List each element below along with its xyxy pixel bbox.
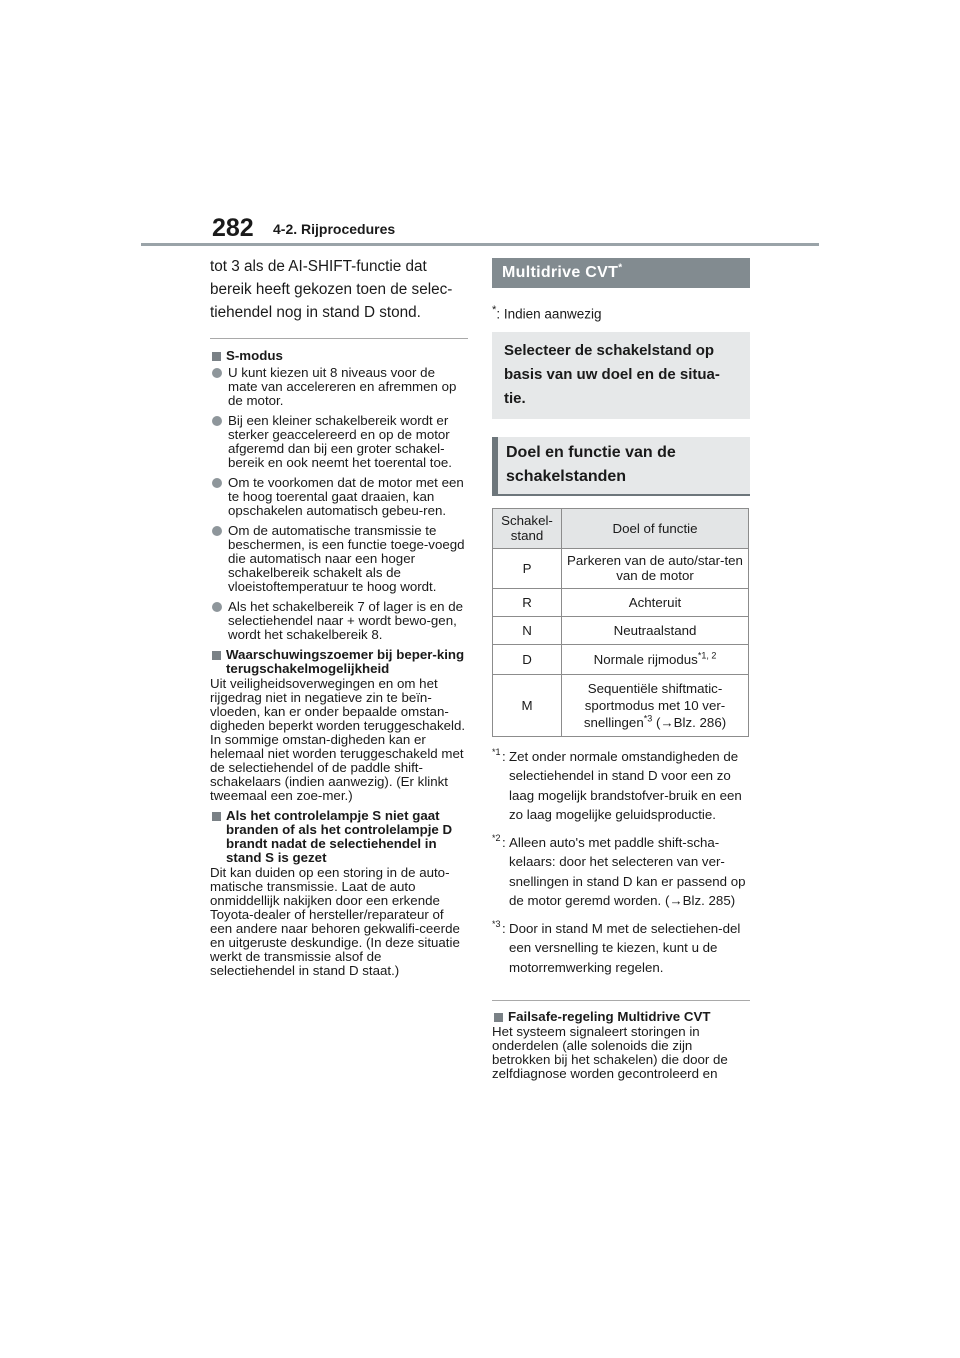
s-mode-title: S-modus	[226, 348, 283, 363]
footnote-text: Door in stand M met de selectiehen-del een versnelling te kiezen, kunt u de motorremwerking regelen.	[509, 920, 741, 975]
left-column	[210, 252, 468, 984]
footnote-text: Zet onder normale omstandigheden de selectiehendel in stand D voor een zo laag mogelijk brandstofver-bruik en een zo laag mogelijke geluidsproductie.	[509, 748, 742, 822]
s-mode-heading	[210, 349, 468, 363]
table-row	[493, 588, 749, 616]
table-cell-position: D	[493, 644, 562, 674]
table-row	[493, 644, 749, 674]
asterisk-mark: *	[492, 304, 497, 316]
warning-heading	[210, 648, 468, 676]
table-cell-function	[562, 674, 749, 736]
list-item-text: U kunt kiezen uit 8 niveaus voor de mate van accelereren en afremmen op de motor.	[228, 365, 457, 408]
circle-bullet-icon	[212, 416, 222, 426]
footnote-mark: *3	[492, 918, 501, 929]
shift-position-table	[492, 508, 749, 737]
table-row	[493, 674, 749, 736]
circle-bullet-icon	[212, 368, 222, 378]
square-bullet-icon	[212, 651, 221, 660]
table-cell-position: P	[493, 548, 562, 588]
lamp-paragraph: Dit kan duiden op een storing in de auto-matische transmissie. Laat de auto onmiddellijk nakijken door een erkende Toyota-dealer of hersteller/reparateur of een andere naar behoren gekwalifi-ceerde en uitgeruste deskundige. (In deze situatie werkt de transmissie alsof de selectiehendel in stand D staat.)	[210, 865, 460, 978]
chapter-title: 4-2. Rijprocedures	[273, 221, 396, 237]
intro-paragraph: tot 3 als de AI-SHIFT-functie dat bereik heeft gekozen toen de selec-tiehendel nog in stand D stond.	[210, 258, 453, 321]
availability-note-text: : Indien aanwezig	[496, 306, 602, 322]
page-number: 282	[212, 214, 254, 242]
page-reference-link[interactable]: (→Blz. 286)	[652, 714, 727, 730]
table-header-cell: Schakel-stand	[493, 508, 562, 548]
table-cell-function: Parkeren van de auto/star-ten van de motor	[562, 548, 749, 588]
section-divider	[210, 338, 468, 339]
footnote-ref: *3	[643, 713, 653, 724]
function-text: Sequentiële shiftmatic-sportmodus met 10 ver-snellingen	[583, 680, 726, 730]
availability-note	[492, 302, 750, 323]
failsafe-title: Failsafe-regeling Multidrive CVT	[508, 1009, 711, 1024]
list-item-text: Bij een kleiner schakelbereik wordt er sterker geaccelereerd en op de motor afgeremd dan bij een groter schakel-bereik en ook neemt het toerental toe.	[228, 413, 452, 470]
footnote-mark: *1	[492, 746, 501, 757]
section-divider	[492, 1000, 750, 1001]
failsafe-heading	[492, 1010, 750, 1024]
footnote-text: Alleen auto's met paddle shift-scha-kelaars: door het selecteren van ver-snellingen in stand D kan er passend op de motor geremd worden. (→Blz. 285)	[509, 834, 746, 908]
table-row	[493, 616, 749, 644]
header-divider	[141, 243, 819, 246]
footnote: *1 : Zet onder normale omstandigheden de selectiehendel in stand D voor een zo laag mogelijk brandstofver-bruik en een zo laag mogelijke geluidsproductie.	[492, 747, 750, 825]
warning-paragraph: Uit veiligheidsoverwegingen en om het rijgedrag niet in negatieve zin te beïn-vloeden, kan er onder bepaalde omstan-digheden beperkt worden teruggeschakeld. In sommige omstan-digheden kan er helemaal niet worden teruggeschakeld met de selectiehendel of de paddle shift-schakelaars (indien aanwezig). (Er klinkt tweemaal een zoe-mer.)	[210, 676, 466, 803]
section-title: Multidrive CVT	[502, 264, 619, 281]
circle-bullet-icon	[212, 602, 222, 612]
list-item-text: Als het schakelbereik 7 of lager is en de selectiehendel naar + wordt bewo-gen, wordt het schakelbereik 8.	[228, 599, 464, 642]
square-bullet-icon	[212, 812, 221, 821]
warning-title: Waarschuwingszoemer bij beper-king terugschakelmogelijkheid	[226, 647, 465, 676]
square-bullet-icon	[494, 1013, 503, 1022]
section-title-bar	[492, 258, 750, 288]
subheading-box: Doel en functie van de schakelstanden	[492, 437, 750, 496]
list-item	[210, 366, 468, 408]
circle-bullet-icon	[212, 526, 222, 536]
circle-bullet-icon	[212, 478, 222, 488]
function-text: Normale rijmodus	[593, 651, 698, 667]
list-item	[210, 600, 468, 642]
table-row	[493, 548, 749, 588]
section-title-asterisk: *	[618, 262, 623, 274]
footnote-ref: *1, 2	[697, 650, 717, 661]
list-item-text: Om de automatische transmissie te beschermen, is een functie toege-voegd die automatisch naar een hoger schakelbereik schakelt als de vloeistoftemperatuur te hoog wordt.	[228, 523, 465, 594]
lamp-heading	[210, 809, 468, 865]
failsafe-paragraph: Het systeem signaleert storingen in onderdelen (alle solenoids die zijn betrokken bij het schakelen) die door de zelfdiagnose worden gecontroleerd en	[492, 1024, 728, 1081]
list-item	[210, 476, 468, 518]
table-cell-function: Neutraalstand	[562, 616, 749, 644]
footnote-mark: *2	[492, 832, 501, 843]
table-cell-function	[562, 644, 749, 674]
table-cell-position: R	[493, 588, 562, 616]
list-item	[210, 414, 468, 470]
list-item-text: Om te voorkomen dat de motor met een te hoog toerental gaat draaien, kan opschakelen automatisch gebeu-ren.	[228, 475, 464, 518]
right-column	[492, 258, 750, 1087]
list-item	[210, 524, 468, 594]
lamp-title: Als het controlelampje S niet gaat branden of als het controlelampje D brandt nadat de selectiehendel in stand S is gezet	[226, 808, 453, 865]
footnote: *3 : Door in stand M met de selectiehen-del een versnelling te kiezen, kunt u de motorremwerking regelen.	[492, 919, 750, 978]
instruction-box: Selecteer de schakelstand op basis van uw doel en de situa-tie.	[492, 332, 750, 419]
table-cell-function: Achteruit	[562, 588, 749, 616]
table-cell-position: M	[493, 674, 562, 736]
square-bullet-icon	[212, 352, 221, 361]
table-header-row	[493, 508, 749, 548]
footnote: *2 : Alleen auto's met paddle shift-scha-kelaars: door het selecteren van ver-snellingen in stand D kan er passend op de motor geremd worden. (→Blz. 285)	[492, 833, 750, 911]
table-cell-position: N	[493, 616, 562, 644]
table-header-cell: Doel of functie	[562, 508, 749, 548]
